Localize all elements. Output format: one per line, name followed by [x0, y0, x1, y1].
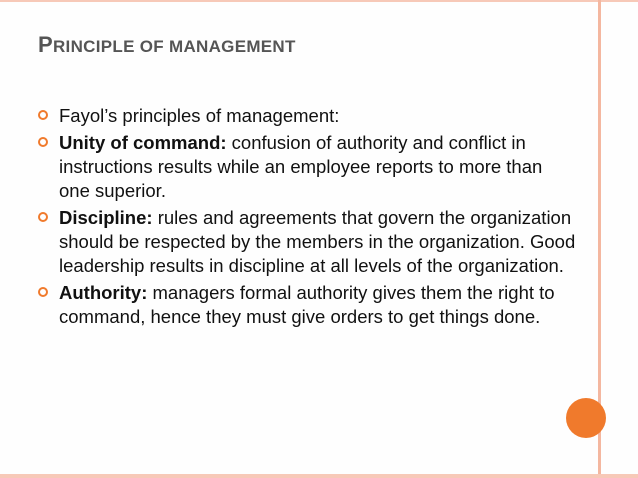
bullet-item — [38, 206, 578, 278]
bullet-term: Discipline: — [59, 207, 153, 228]
bullet-text: confusion of authority and conflict in instructions results while an employee reports to more than one superior. — [59, 132, 543, 201]
bottom-border — [0, 474, 638, 478]
bullet-icon — [38, 137, 48, 147]
bullet-item — [38, 104, 578, 128]
bullet-text: rules and agreements that govern the organization should be respected by the members in the organization. Good leadership results in discipline at all levels of the organization. — [59, 207, 576, 276]
bullet-item — [38, 281, 578, 329]
bullet-list — [38, 104, 578, 332]
bullet-term: Unity of command: — [59, 132, 227, 153]
bullet-item — [38, 131, 578, 203]
bullet-text: Fayol’s principles of management: — [59, 105, 340, 126]
bullet-icon — [38, 212, 48, 222]
slide-title — [38, 32, 296, 58]
bullet-term: Authority: — [59, 282, 148, 303]
bullet-icon — [38, 287, 48, 297]
orange-circle-icon — [566, 398, 606, 438]
bullet-icon — [38, 110, 48, 120]
top-border — [0, 0, 638, 2]
title-rest: RINCIPLE OF MANAGEMENT — [52, 37, 296, 56]
bullet-text: managers formal authority gives them the right to command, hence they must give orders to get things done. — [59, 282, 555, 327]
title-initial: P — [38, 32, 53, 57]
